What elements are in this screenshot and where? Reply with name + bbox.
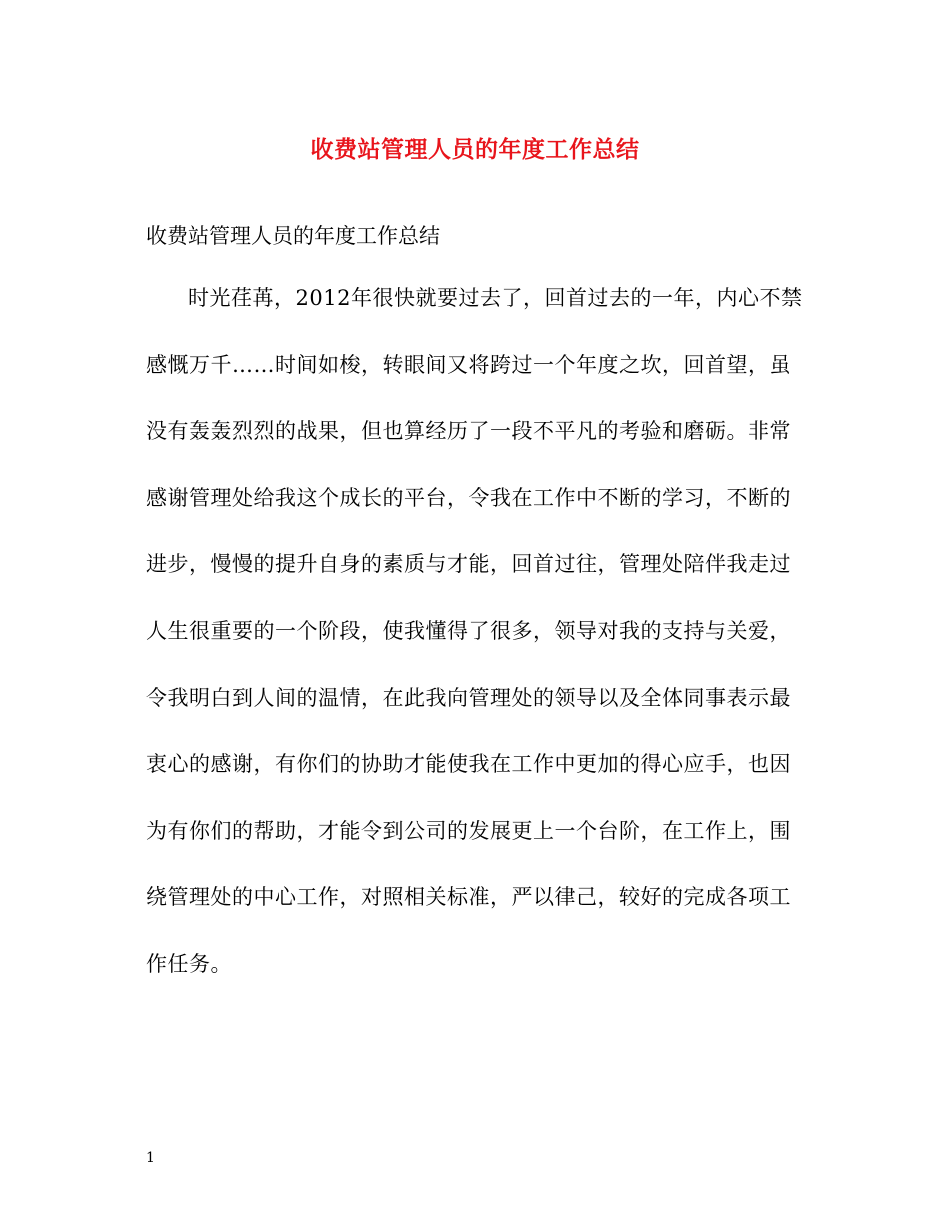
body-line-5: 进步，慢慢的提升自身的素质与才能，回首过往，管理处陪伴我走过: [146, 552, 791, 577]
body-line-9: 为有你们的帮助，才能令到公司的发展更上一个台阶，在工作上，围: [146, 818, 791, 843]
document-subtitle: 收费站管理人员的年度工作总结: [146, 224, 440, 248]
body-line-1: 时光荏苒，2012年很快就要过去了，回首过去的一年，内心不禁: [188, 286, 803, 310]
body-line-4: 感谢管理处给我这个成长的平台，令我在工作中不断的学习，不断的: [146, 485, 791, 510]
body-line-2: 感慨万千……时间如梭，转眼间又将跨过一个年度之坎，回首望，虽: [146, 352, 791, 377]
document-title: 收费站管理人员的年度工作总结: [310, 136, 640, 163]
body-line-8: 衷心的感谢，有你们的协助才能使我在工作中更加的得心应手，也因: [146, 752, 791, 777]
body-line-3: 没有轰轰烈烈的战果，但也算经历了一段不平凡的考验和磨砺。非常: [146, 419, 791, 444]
body-line-11: 作任务。: [146, 951, 232, 976]
body-line-6: 人生很重要的一个阶段，使我懂得了很多，领导对我的支持与关爱，: [146, 618, 791, 643]
body-line-7: 令我明白到人间的温情，在此我向管理处的领导以及全体同事表示最: [146, 685, 791, 710]
page-number: 1: [146, 1150, 155, 1166]
body-line-10: 绕管理处的中心工作，对照相关标准，严以律己，较好的完成各项工: [146, 885, 791, 910]
body-paragraph: [146, 278, 806, 1011]
